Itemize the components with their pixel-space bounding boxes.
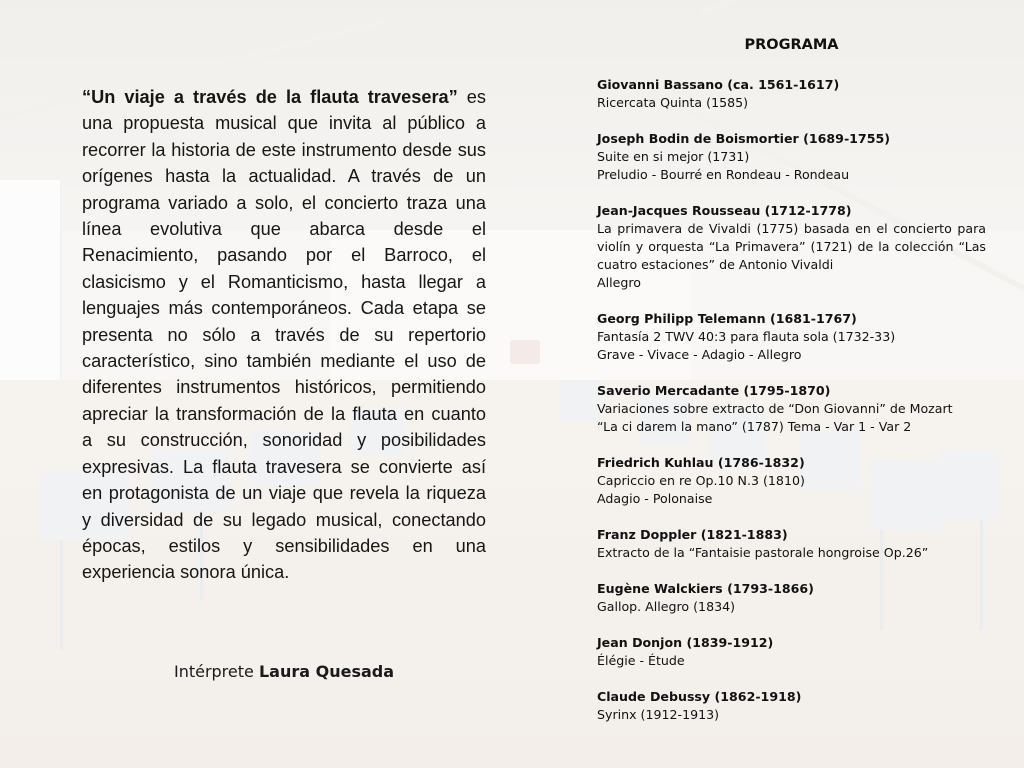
performer-label: Intérprete <box>173 662 254 681</box>
work-title: Syrinx (1912-1913) <box>597 707 720 722</box>
work-title: Variaciones sobre extracto de “Don Giovanni” de Mozart <box>597 401 953 416</box>
program-entry <box>597 454 986 508</box>
work-title: Gallop. Allegro (1834) <box>597 599 736 614</box>
program-entry <box>597 634 986 670</box>
work-title: La primavera de Vivaldi (1775) basada en el concierto para violín y orquesta “La Primavera” (1721) de la colección “Las cuatro estaciones” de Antonio Vivaldi <box>597 221 986 272</box>
work-title: Fantasía 2 TWV 40:3 para flauta sola (1732-33) <box>597 329 896 344</box>
program-entry <box>597 310 986 364</box>
work-title: Preludio - Bourré en Rondeau - Rondeau <box>597 167 850 182</box>
work-title: Grave - Vivace - Adagio - Allegro <box>597 347 802 362</box>
composer-name: Giovanni Bassano (ca. 1561-1617) <box>597 77 840 92</box>
performer-line <box>82 662 486 681</box>
work-title: Allegro <box>597 275 641 290</box>
program-entry <box>597 688 986 724</box>
work-title: Adagio - Polonaise <box>597 491 713 506</box>
composer-name: Jean-Jacques Rousseau (1712-1778) <box>597 203 852 218</box>
composer-name: Georg Philipp Telemann (1681-1767) <box>597 311 857 326</box>
program-heading: PROGRAMA <box>744 37 839 53</box>
program-entry <box>597 130 986 184</box>
work-title: Extracto de la “Fantaisie pastorale hongroise Op.26” <box>597 545 929 560</box>
composer-name: Claude Debussy (1862-1918) <box>597 689 802 704</box>
work-title: Capriccio en re Op.10 N.3 (1810) <box>597 473 805 488</box>
work-title: Ricercata Quinta (1585) <box>597 95 749 110</box>
work-title: Élégie - Étude <box>597 653 685 668</box>
program-entry <box>597 202 986 292</box>
intro-body: es una propuesta musical que invita al público a recorrer la historia de este instrumento desde sus orígenes hasta la actualidad. A través de un programa variado a solo, el concierto traza una línea evolutiva que abarca desde el Renacimiento, pasando por el Barroco, el clasicismo y el Romanticismo, hasta llegar a lenguajes más contemporáneos. Cada etapa se presenta no sólo a través de su repertorio característico, sino también mediante el uso de diferentes instrumentos históricos, permitiendo apreciar la transformación de la flauta en cuanto a su construcción, sonoridad y posibilidades expresivas. La flauta travesera se convierte así en protagonista de un viaje que revela la riqueza y diversidad de su legado musical, conectando épocas, estilos y sensibilidades en una experiencia sonora única. <box>82 87 487 583</box>
program-entry <box>597 580 986 616</box>
concert-title: “Un viaje a través de la flauta travesera” <box>82 87 458 107</box>
composer-name: Jean Donjon (1839-1912) <box>597 635 774 650</box>
program-entry <box>597 76 986 112</box>
intro-paragraph <box>82 84 486 586</box>
performer-name: Laura Quesada <box>258 662 395 681</box>
composer-name: Eugène Walckiers (1793-1866) <box>597 581 814 596</box>
work-title: Suite en si mejor (1731) <box>597 149 750 164</box>
work-title: “La ci darem la mano” (1787) Tema - Var 1 - Var 2 <box>597 419 912 434</box>
composer-name: Friedrich Kuhlau (1786-1832) <box>597 455 805 470</box>
program-entry <box>597 382 986 436</box>
program-entry <box>597 526 986 562</box>
composer-name: Joseph Bodin de Boismortier (1689-1755) <box>597 131 890 146</box>
composer-name: Franz Doppler (1821-1883) <box>597 527 788 542</box>
composer-name: Saverio Mercadante (1795-1870) <box>597 383 831 398</box>
program-list <box>597 76 986 742</box>
